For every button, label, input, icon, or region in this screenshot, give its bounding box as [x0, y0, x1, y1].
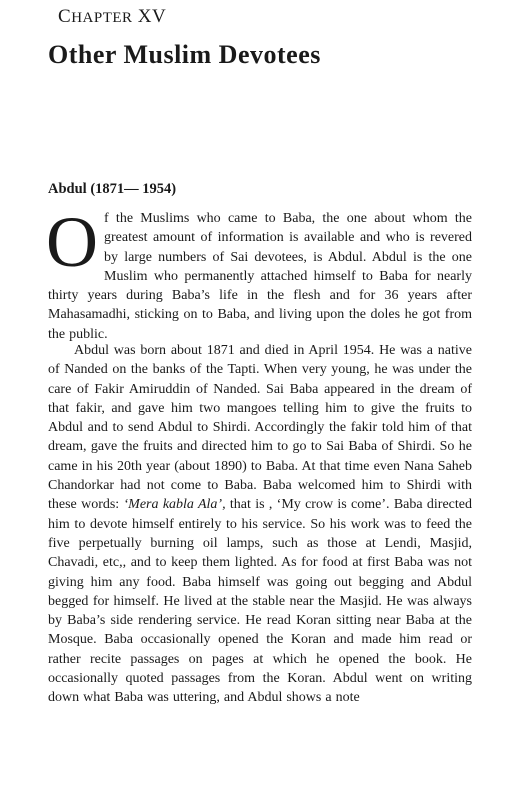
paragraph-1 — [46, 202, 472, 344]
paragraph-2-text-a: Abdul was born about 1871 and died in April 1954. He was a native of Nanded on the banks of the Tapti. When very young, he was under the care of Fakir Amiruddin of Nanded. Sai Baba appeared in the dream of that fakir, and gave him two mangoes telling him to give the fruits to Abdul and to send Abdul to Shirdi. Accordingly the fakir told him of that dream, gave the fruits and directed him to go to Sai Baba of Shirdi. So he came in his 20th year (about 1890) to Baba. At that time even Nana Saheb Chandorkar had not come to Baba. Baba welcomed him to Shirdi with these words: — [48, 343, 472, 513]
section-heading: Abdul (1871— 1954) — [48, 181, 177, 197]
paragraph-2 — [48, 341, 472, 708]
chapter-title: Other Muslim Devotees — [48, 40, 321, 69]
paragraph-1-text: f the Muslims who came to Baba, the one about whom the greatest amount of information is available and who is revered by large numbers of Sai devotees, is Abdul. Abdul is the one Muslim who permanently attached himself to Baba for nearly thirty years during Baba’s life in the flesh and for 36 years after Mahasamadhi, sticking on to Baba, and living upon the doles he got from the public. — [48, 211, 472, 342]
chapter-word-initial: C — [58, 6, 72, 27]
chapter-word-rest: HAPTER — [71, 10, 133, 26]
drop-cap: O — [46, 202, 98, 282]
chapter-label — [58, 6, 166, 28]
chapter-number: XV — [137, 6, 167, 27]
paragraph-2-text-b: that is , ‘My crow is come’. Baba directed him to devote himself entirely to his service. So his work was to feed the five perpetually burning oil lamps, such as those at Lendi, Masjid, Chavadi, etc,, and to keep them lighted. As for food at first Baba was not giving him any food. Baba himself was going out begging and Abdul begged for himself. He lived at the stable near the Masjid. He was always by Baba’s side rendering service. He read Koran sitting near Baba at the Mosque. Baba occasionally opened the Koran and made him read or rather recite passages on pages at which he opened the book. He occasionally quoted passages from the Koran. Abdul went on writing down what Baba was uttering, and Abdul shows a note — [48, 497, 472, 706]
paragraph-2-italic-quote: ‘Mera kabla Ala’, — [123, 497, 226, 513]
